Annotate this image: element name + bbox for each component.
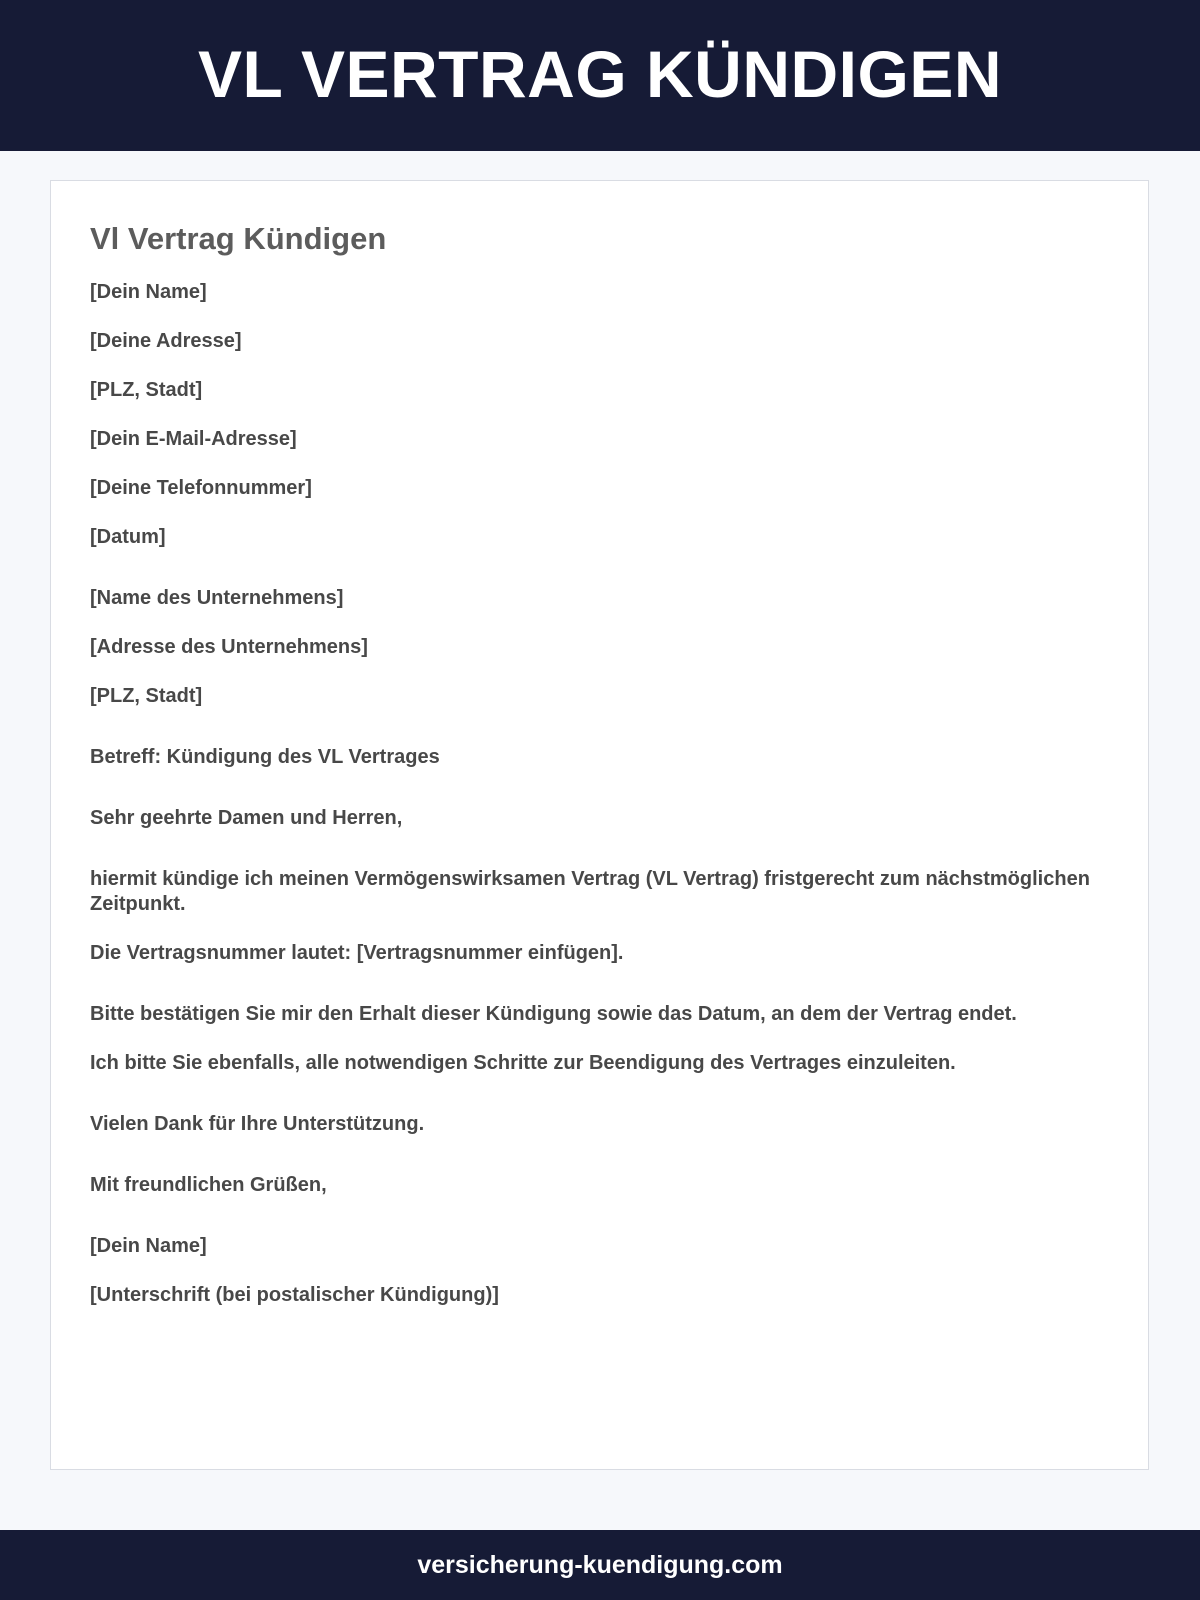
signature-note: [Unterschrift (bei postalischer Kündigung)]	[90, 1284, 499, 1306]
body-paragraph-5: Vielen Dank für Ihre Unterstützung.	[90, 1113, 425, 1135]
sender-name: [Dein Name]	[90, 281, 207, 303]
letter-salutation: Sehr geehrte Damen und Herren,	[90, 807, 403, 829]
page-header	[0, 0, 1200, 151]
letter-closing: Mit freundlichen Grüßen,	[90, 1174, 327, 1196]
body-paragraph-2: Die Vertragsnummer lautet: [Vertragsnummer einfügen].	[90, 942, 624, 964]
sender-city: [PLZ, Stadt]	[90, 379, 203, 401]
recipient-company: [Name des Unternehmens]	[90, 587, 344, 609]
recipient-address: [Adresse des Unternehmens]	[90, 636, 368, 658]
sender-address: [Deine Adresse]	[90, 330, 242, 352]
letter-title: Vl Vertrag Kündigen	[90, 221, 387, 256]
page-footer	[0, 1530, 1200, 1600]
body-paragraph-1: hiermit kündige ich meinen Vermögenswirksamen Vertrag (VL Vertrag) fristgerecht zum nächstmöglichen Zeitpunkt.	[90, 868, 1090, 915]
recipient-city: [PLZ, Stadt]	[90, 685, 203, 707]
letter-subject: Betreff: Kündigung des VL Vertrages	[90, 746, 440, 768]
sender-phone: [Deine Telefonnummer]	[90, 477, 312, 499]
page-title: VL VERTRAG KÜNDIGEN	[197, 36, 1002, 111]
letter-date: [Datum]	[90, 526, 166, 548]
sender-email: [Dein E-Mail-Adresse]	[90, 428, 297, 450]
signature-name: [Dein Name]	[90, 1235, 207, 1257]
body-paragraph-3: Bitte bestätigen Sie mir den Erhalt dieser Kündigung sowie das Datum, an dem der Vertrag endet.	[90, 1003, 1017, 1025]
body-paragraph-4: Ich bitte Sie ebenfalls, alle notwendigen Schritte zur Beendigung des Vertrages einzuleiten.	[90, 1052, 956, 1074]
footer-site-name: versicherung-kuendigung.com	[417, 1550, 783, 1579]
